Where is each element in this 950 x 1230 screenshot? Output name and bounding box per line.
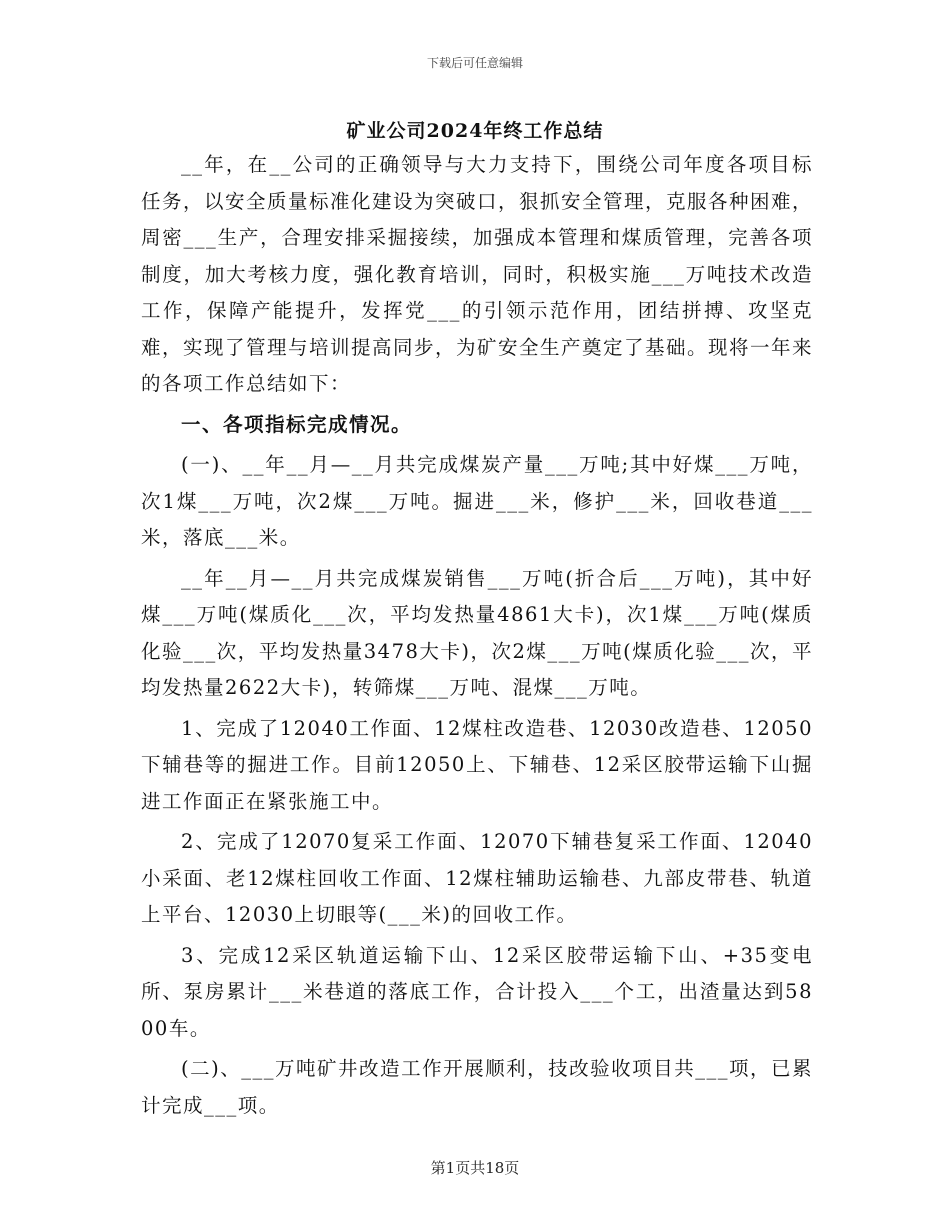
document-title: 矿业公司2024年终工作总结 (346, 120, 604, 142)
intro-paragraph: __年，在__公司的正确领导与大力支持下，围绕公司年度各项目标任务，以安全质量标准化建设为突破口，狠抓安全管理，克服各种困难，周密___生产，合理安排采掘接续，加强成本管理和煤质管理，完善各项制度，加大考核力度，强化教育培训，同时，积极实施___万吨技术改造工作，保障产能提升，发挥党___的引领示范作用，团结拼搏、攻坚克难，实现了管理与培训提高同步，为矿安全生产奠定了基础。现将一年来的各项工作总结如下： (141, 153, 814, 395)
page-number: 第1页共18页 (430, 1159, 520, 1177)
document-body (141, 147, 813, 1124)
item-1-paragraph: 1、完成了12040工作面、12煤柱改造巷、12030改造巷、12050下辅巷等的掘进工作。目前12050上、下辅巷、12采区胶带运输下山掘进工作面正在紧张施工中。 (141, 716, 813, 813)
sales-paragraph: __年__月—__月共完成煤炭销售___万吨(折合后___万吨)，其中好煤___万吨(煤质化___次，平均发热量4861大卡)，次1煤___万吨(煤质化验___次，平均发热量3478大卡)，次2煤___万吨(煤质化验___次，平均发热量2622大卡)，转筛煤___万吨、混煤___万吨。 (141, 566, 813, 699)
item-2-paragraph: 2、完成了12070复采工作面、12070下辅巷复采工作面、12040小采面、老12煤柱回收工作面、12煤柱辅助运输巷、九部皮带巷、轨道上平台、12030上切眼等(___米)的回收工作。 (141, 830, 813, 926)
renovation-paragraph: (二)、___万吨矿井改造工作开展顺利，技改验收项目共___项，已累计完成___项。 (141, 1057, 813, 1117)
item-3-paragraph: 3、完成12采区轨道运输下山、12采区胶带运输下山、+35变电所、泵房累计___米巷道的落底工作，合计投入___个工，出渣量达到5800车。 (141, 943, 813, 1040)
page-header-note: 下载后可任意编辑 (426, 56, 523, 70)
section-heading: 一、各项指标完成情况。 (181, 412, 413, 436)
production-paragraph: (一)、__年__月—__月共完成煤炭产量___万吨;其中好煤___万吨，次1煤___万吨，次2煤___万吨。掘进___米，修护___米，回收巷道___米，落底___米。 (141, 453, 813, 549)
